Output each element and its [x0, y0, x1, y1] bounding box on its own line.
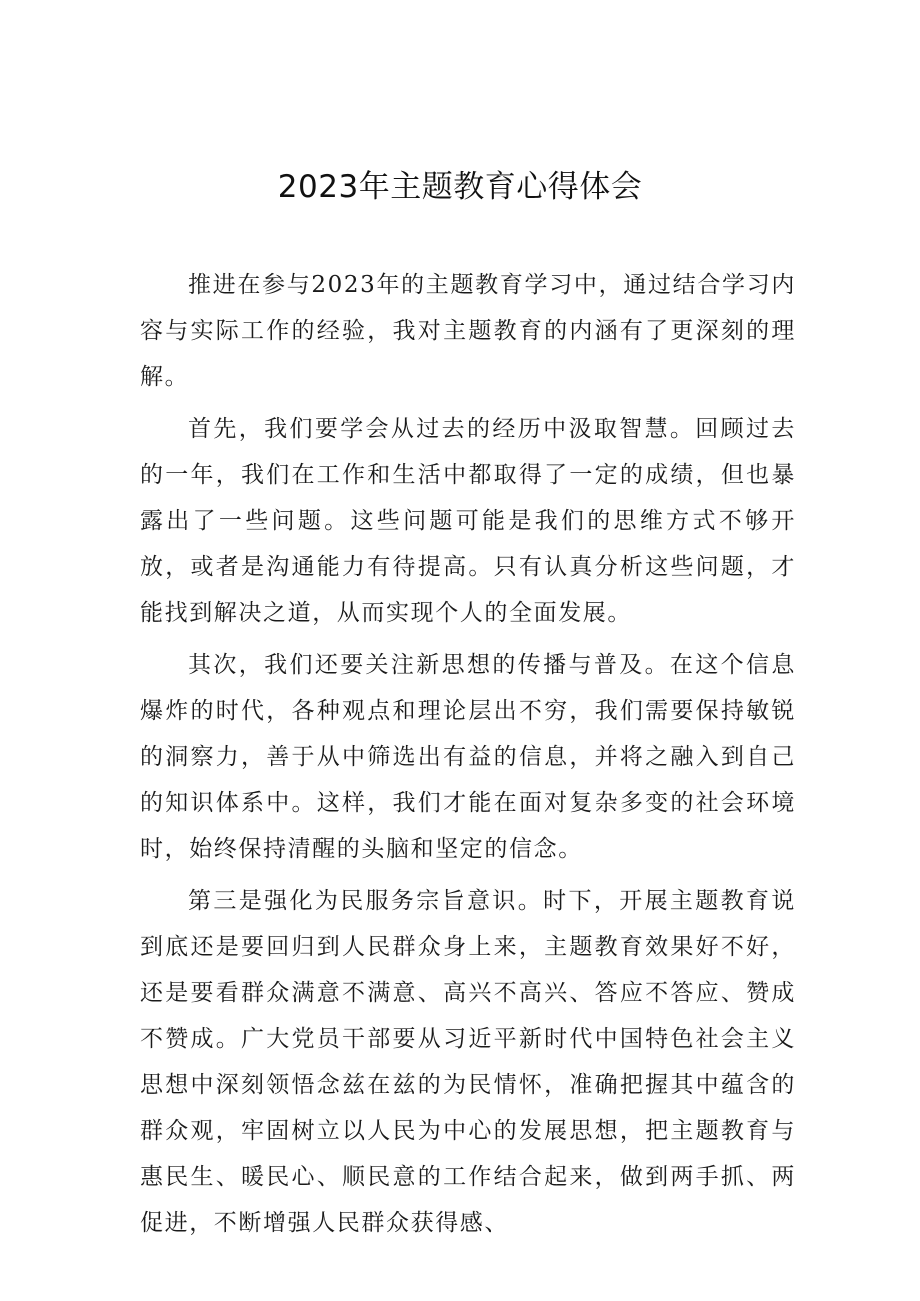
- paragraph-second: 其次，我们还要关注新思想的传播与普及。在这个信息爆炸的时代，各种观点和理论层出不穷，我们需要保持敏锐的洞察力，善于从中筛选出有益的信息，并将之融入到自己的知识体系中。这样，我们才能在面对复杂多变的社会环境时，始终保持清醒的头脑和坚定的信念。: [140, 652, 796, 862]
- paragraph-intro: 推进在参与2023年的主题教育学习中，通过结合学习内容与实际工作的经验，我对主题教育的内涵有了更深刻的理解。: [140, 272, 796, 390]
- paragraph-first: 首先，我们要学会从过去的经历中汲取智慧。回顾过去的一年，我们在工作和生活中都取得了一定的成绩，但也暴露出了一些问题。这些问题可能是我们的思维方式不够开放，或者是沟通能力有待提高。只有认真分析这些问题，才能找到解决之道，从而实现个人的全面发展。: [140, 416, 796, 626]
- paragraph-third: 第三是强化为民服务宗旨意识。时下，开展主题教育说到底还是要回归到人民群众身上来，主题教育效果好不好，还是要看群众满意不满意、高兴不高兴、答应不答应、赞成不赞成。广大党员干部要从习近平新时代中国特色社会主义思想中深刻领悟念兹在兹的为民情怀，准确把握其中蕴含的群众观，牢固树立以人民为中心的发展思想，把主题教育与惠民生、暖民心、顺民意的工作结合起来，做到两手抓、两促进，不断增强人民群众获得感、: [140, 888, 796, 1236]
- document-body: [140, 262, 796, 1252]
- page-title: 2023年主题教育心得体会: [277, 169, 643, 205]
